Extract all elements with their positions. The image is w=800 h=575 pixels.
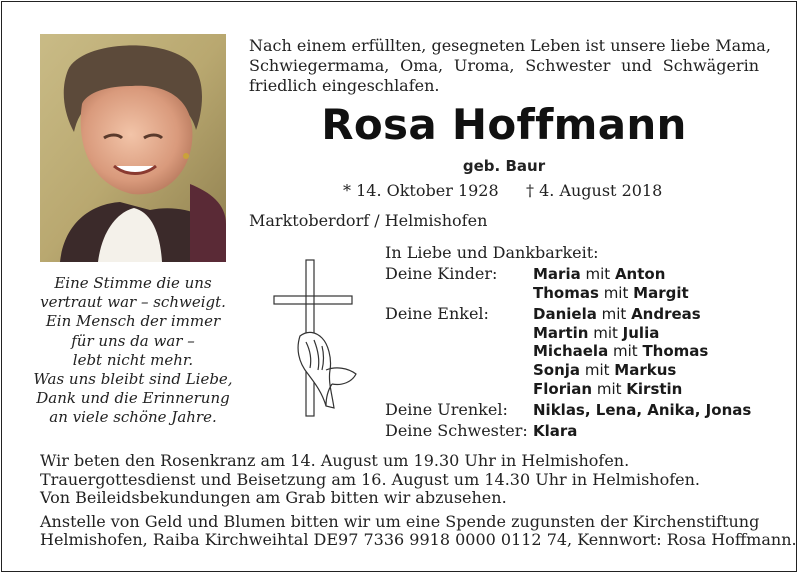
- poem-line: Ein Mensch der immer: [45, 312, 221, 331]
- birth-name: geb. Baur: [462, 157, 546, 175]
- poem-line: lebt nicht mehr.: [72, 350, 194, 369]
- note-line: Trauergottesdienst und Beisetzung am 16. August um 14.30 Uhr in Helmishofen.: [40, 469, 701, 489]
- list-item: Maria mit Anton: [533, 265, 666, 283]
- list-item: Klara: [533, 421, 578, 440]
- family-lead: In Liebe und Dankbarkeit:: [385, 243, 599, 262]
- intro-text: [249, 36, 771, 96]
- deceased-name: Rosa Hoffmann: [321, 100, 687, 149]
- life-dates: [343, 180, 673, 202]
- cross-icon: [270, 258, 360, 420]
- group-grandchildren: [385, 305, 785, 398]
- poem-line: Was uns bleibt sind Liebe,: [33, 370, 233, 389]
- intro-line: Schwiegermama, Oma, Uroma, Schwester und Schwägerin: [249, 56, 759, 75]
- poem-line: vertraut war – schweigt.: [40, 293, 226, 312]
- memorial-poem: [26, 274, 240, 428]
- note-line: Von Beileidsbekundungen am Grab bitten wir abzusehen.: [40, 488, 507, 508]
- portrait-photo: [40, 34, 226, 262]
- list-item: Daniela mit Andreas: [533, 305, 701, 324]
- death-date: † 4. August 2018: [526, 181, 663, 200]
- group-great-grandchildren: [385, 401, 785, 420]
- group-label: Deine Enkel:: [385, 304, 489, 324]
- group-label: Deine Kinder:: [385, 264, 498, 283]
- group-sister: [385, 422, 785, 441]
- group-label: Deine Schwester:: [385, 420, 528, 440]
- donation-line: Anstelle von Geld und Blumen bitten wir um eine Spende zugunsten der Kirchenstiftung: [40, 511, 760, 531]
- group-children: [385, 265, 785, 302]
- list-item: Thomas mit Margit: [533, 283, 689, 302]
- intro-line: Nach einem erfüllten, gesegneten Leben ist unsere liebe Mama,: [249, 36, 771, 55]
- residence-place: Marktoberdorf / Helmishofen: [249, 211, 488, 230]
- group-label: Deine Urenkel:: [385, 400, 508, 420]
- list-item: Michaela mit Thomas: [533, 342, 709, 361]
- poem-line: Dank und die Erinnerung: [36, 389, 230, 408]
- service-notes: [40, 451, 797, 550]
- family-list: [385, 243, 785, 440]
- donation-line: Helmishofen, Raiba Kirchweihtal DE97 7336 9918 0000 0112 74, Kennwort: Rosa Hoffmann.: [40, 530, 797, 550]
- list-item: Niklas, Lena, Anika, Jonas: [533, 401, 752, 420]
- poem-line: an viele schöne Jahre.: [49, 408, 217, 427]
- poem-line: Eine Stimme die uns: [54, 274, 212, 292]
- intro-line: friedlich eingeschlafen.: [249, 76, 440, 95]
- list-item: Martin mit Julia: [533, 323, 660, 342]
- list-item: Florian mit Kirstin: [533, 379, 683, 398]
- poem-line: für uns da war –: [71, 331, 195, 350]
- list-item: Sonja mit Markus: [533, 360, 677, 379]
- birth-date: * 14. Oktober 1928: [343, 181, 499, 200]
- note-line: Wir beten den Rosenkranz am 14. August um 19.30 Uhr in Helmishofen.: [40, 451, 630, 470]
